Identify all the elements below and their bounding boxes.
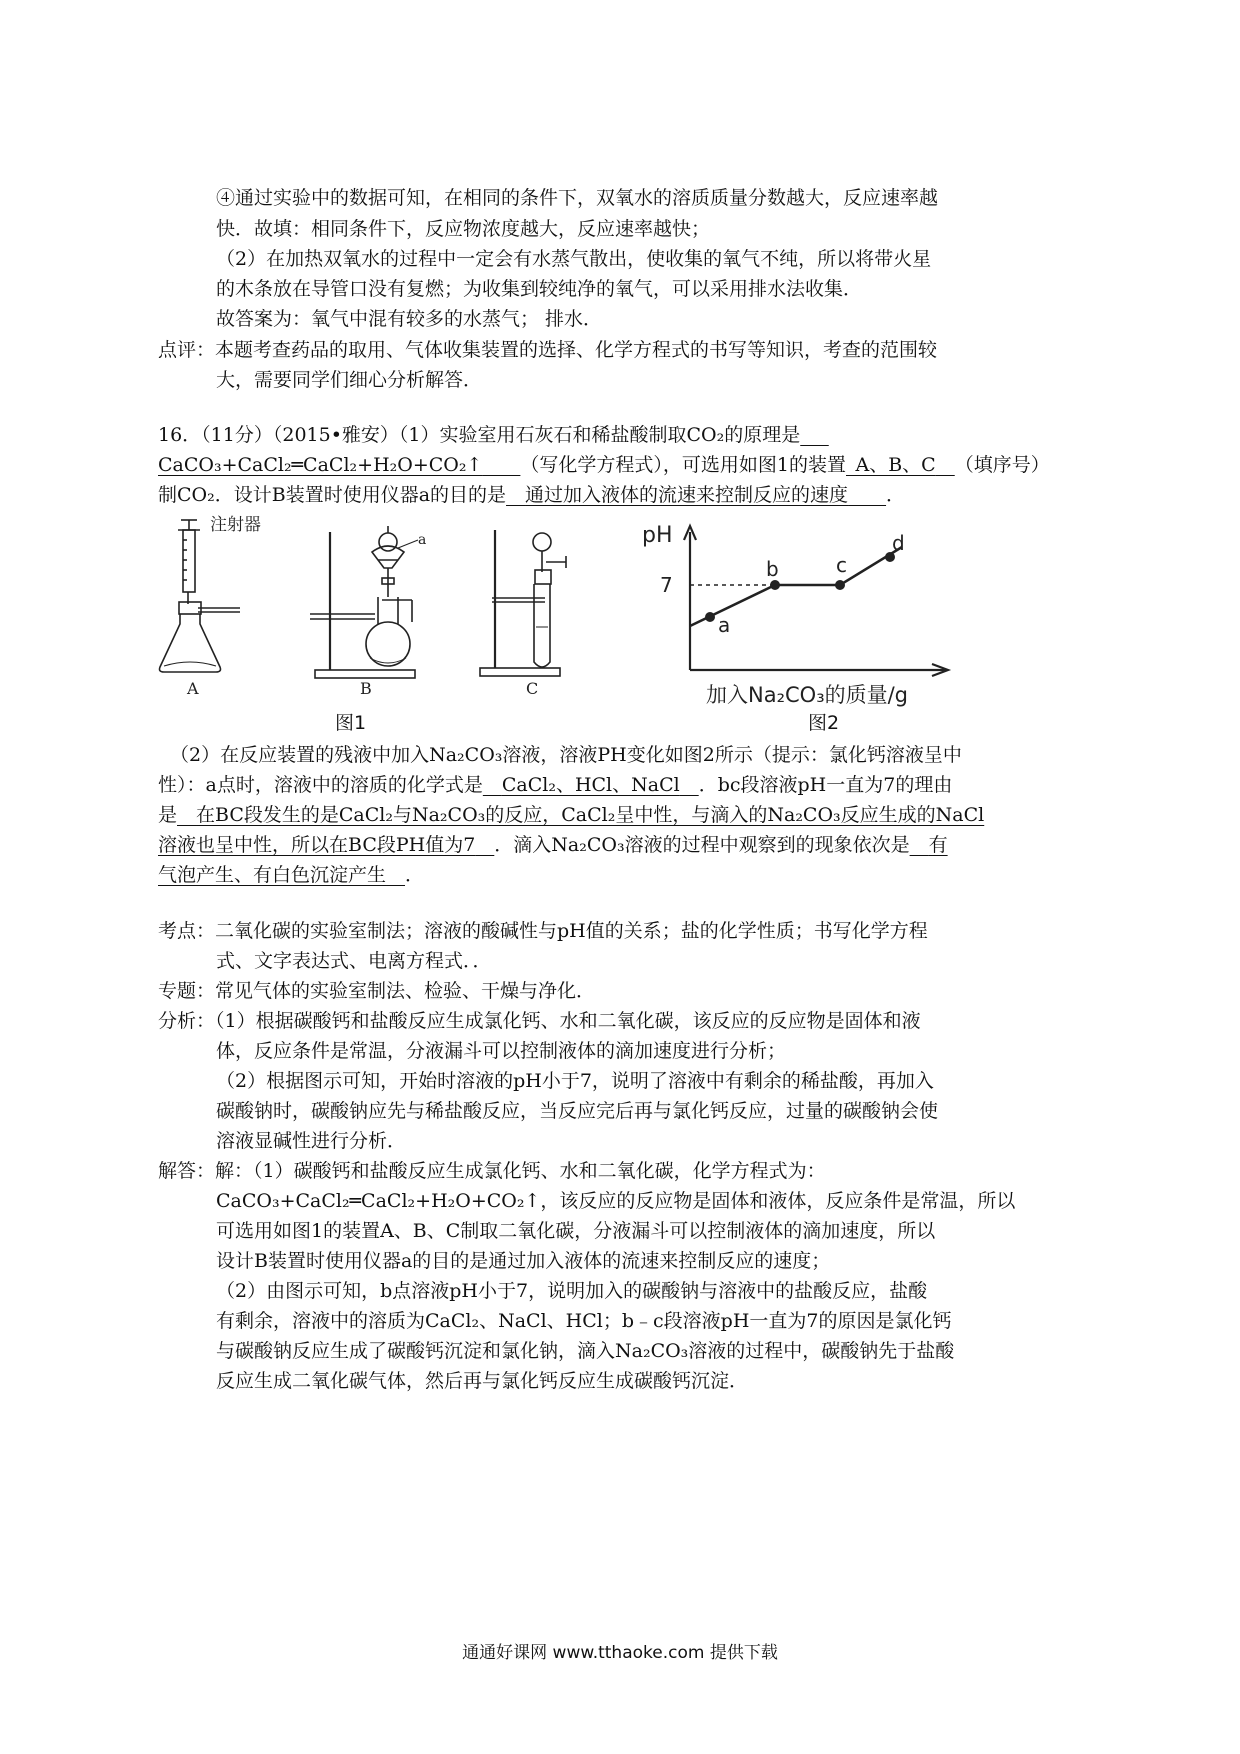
apparatus-A-syringe-flask (160, 520, 241, 672)
apparatus-C-test-tube (480, 530, 566, 676)
question-text: 性）：a点时，溶液中的溶质的化学式是 (158, 774, 483, 796)
question-text: 制CO₂．设计B装置时使用仪器a的目的是 (158, 484, 507, 506)
point-label-b: b (766, 557, 779, 581)
jieda-line: （2）由图示可知，b点溶液pH小于7，说明加入的碳酸钠与溶液中的盐酸反应，盐酸 (216, 1280, 928, 1302)
figure-2-caption: 图2 (808, 712, 840, 734)
answer-equation: CaCO₃+CaCl₂═CaCl₂+H₂O+CO₂↑ (158, 454, 483, 476)
question-text: ．bc段溶液pH一直为7的理由 (698, 774, 953, 796)
apparatus-C-label: C (526, 679, 539, 698)
jieda-line: 设计B装置时使用仪器a的目的是通过加入液体的流速来控制反应的速度； (216, 1250, 831, 1272)
part2-line (158, 772, 952, 798)
fenxi-line: 体，反应条件是常温，分液漏斗可以控制液体的滴加速度进行分析； (216, 1040, 787, 1062)
fenxi-line: 分析：（1）根据碳酸钙和盐酸反应生成氯化钙、水和二氧化碳，该反应的反应物是固体和液 (158, 1010, 921, 1032)
dianping-line: 点评：本题考查药品的取用、气体收集装置的选择、化学方程式的书写等知识，考查的范围较 (158, 339, 938, 361)
answer-reason: 溶液也呈中性，所以在BC段PH值为7 (158, 834, 476, 856)
question-text: （写化学方程式），可选用如图1的装置 (520, 454, 846, 476)
answer-blank (482, 454, 520, 476)
point-label-d: d (892, 531, 905, 555)
fenxi-line: （2）根据图示可知，开始时溶液的pH小于7，说明了溶液中有剩余的稀盐酸，再加入 (216, 1070, 934, 1092)
jieda-line: 反应生成二氧化碳气体，然后再与氯化钙反应生成碳酸钙沉淀． (216, 1370, 749, 1392)
part2-line (158, 802, 984, 828)
page-footer: 通通好课网 www.tthaoke.com 提供下载 (462, 1643, 778, 1663)
text-line: （2）在加热双氧水的过程中一定会有水蒸气散出，使收集的氧气不纯，所以将带火星 (216, 248, 932, 270)
question-text: ． (886, 484, 906, 506)
question-text: ．滴入Na₂CO₃溶液的过程中观察到的现象依次是 (494, 834, 910, 856)
y-axis-label: pH (642, 523, 673, 548)
point-label-a: a (718, 613, 731, 637)
apparatus-B-label: B (360, 679, 372, 698)
question-text: 16．（11分）（2015•雅安）（1）实验室用石灰石和稀盐酸制取CO₂的原理是 (158, 424, 801, 446)
answer-phenomenon: 有 (928, 834, 948, 856)
jieda-line: 可选用如图1的装置A、B、C制取二氧化碳，分液漏斗可以控制液体的滴加速度，所以 (216, 1220, 936, 1242)
answer-purpose: 通过加入液体的流速来控制反应的速度 (525, 484, 849, 506)
x-axis-label: 加入Na₂CO₃的质量/g (706, 683, 909, 707)
question-16-line (158, 482, 905, 508)
fenxi-line: 碳酸钠时，碳酸钠应先与稀盐酸反应，当反应完后再与氯化钙反应，过量的碳酸钠会使 (216, 1100, 939, 1122)
point-a (705, 612, 715, 622)
answer-reason: 在BC段发生的是CaCl₂与Na₂CO₃的反应，CaCl₂呈中性，与滴入的Na₂CO₃反应生成的NaCl (196, 804, 985, 826)
point-b (770, 580, 780, 590)
apparatus-A-label: A (187, 679, 199, 698)
answer-devices: A、B、C (855, 454, 936, 476)
answer-line: 故答案为：氧气中混有较多的水蒸气； 排水． (216, 308, 603, 330)
zhuanti-line: 专题：常见气体的实验室制法、检验、干燥与净化． (158, 980, 596, 1002)
figure-2-ph-chart (640, 512, 960, 712)
part2-line: （2）在反应装置的残液中加入Na₂CO₃溶液，溶液PH变化如图2所示（提示：氯化钙溶液呈中 (170, 744, 962, 766)
kaodian-line: 式、文字表达式、电离方程式．． (216, 950, 492, 972)
question-text: 是 (158, 804, 178, 826)
apparatus-B-funnel-flask (310, 526, 418, 678)
jieda-line: 解答：解：（1）碳酸钙和盐酸反应生成氯化钙、水和二氧化碳，化学方程式为： (158, 1160, 826, 1182)
jieda-line: CaCO₃+CaCl₂═CaCl₂+H₂O+CO₂↑，该反应的反应物是固体和液体，反应条件是常温，所以 (216, 1190, 1016, 1212)
syringe-label: 注射器 (210, 515, 261, 535)
text-line: 快．故填：相同条件下，反应物浓度越大，反应速率越快； (216, 218, 711, 240)
point-c (835, 580, 845, 590)
y-tick-7: 7 (660, 573, 673, 597)
answer-phenomenon: 气泡产生、有白色沉淀产生 (158, 864, 387, 886)
instrument-a-label: a (418, 532, 427, 548)
kaodian-line: 考点：二氧化碳的实验室制法；溶液的酸碱性与pH值的关系；盐的化学性质；书写化学方程 (158, 920, 928, 942)
question-text: ． (405, 864, 425, 886)
figure-1-apparatus (150, 512, 630, 722)
part2-line (158, 862, 424, 888)
fenxi-line: 溶液显碱性进行分析． (216, 1130, 407, 1152)
question-16-line (158, 452, 1050, 478)
jieda-line: 有剩余，溶液中的溶质为CaCl₂、NaCl、HCl；b﹣c段溶液pH一直为7的原因是氯化钙 (216, 1310, 952, 1332)
point-label-c: c (836, 553, 847, 577)
dianping-line: 大，需要同学们细心分析解答． (216, 369, 483, 391)
figure-1-caption: 图1 (335, 712, 367, 734)
text-line: ④通过实验中的数据可知，在相同的条件下，双氧水的溶质质量分数越大，反应速率越 (216, 187, 939, 209)
jieda-line: 与碳酸钠反应生成了碳酸钙沉淀和氯化钠，滴入Na₂CO₃溶液的过程中，碳酸钠先于盐酸 (216, 1340, 955, 1362)
part2-line (158, 832, 948, 858)
answer-solutes: CaCl₂、HCl、NaCl (501, 774, 680, 796)
text-line: 的木条放在导管口没有复燃；为收集到较纯净的氧气，可以采用排水法收集． (216, 278, 863, 300)
answer-blank (800, 424, 829, 446)
question-text: （填序号） (954, 454, 1050, 476)
question-16-line (158, 422, 829, 448)
